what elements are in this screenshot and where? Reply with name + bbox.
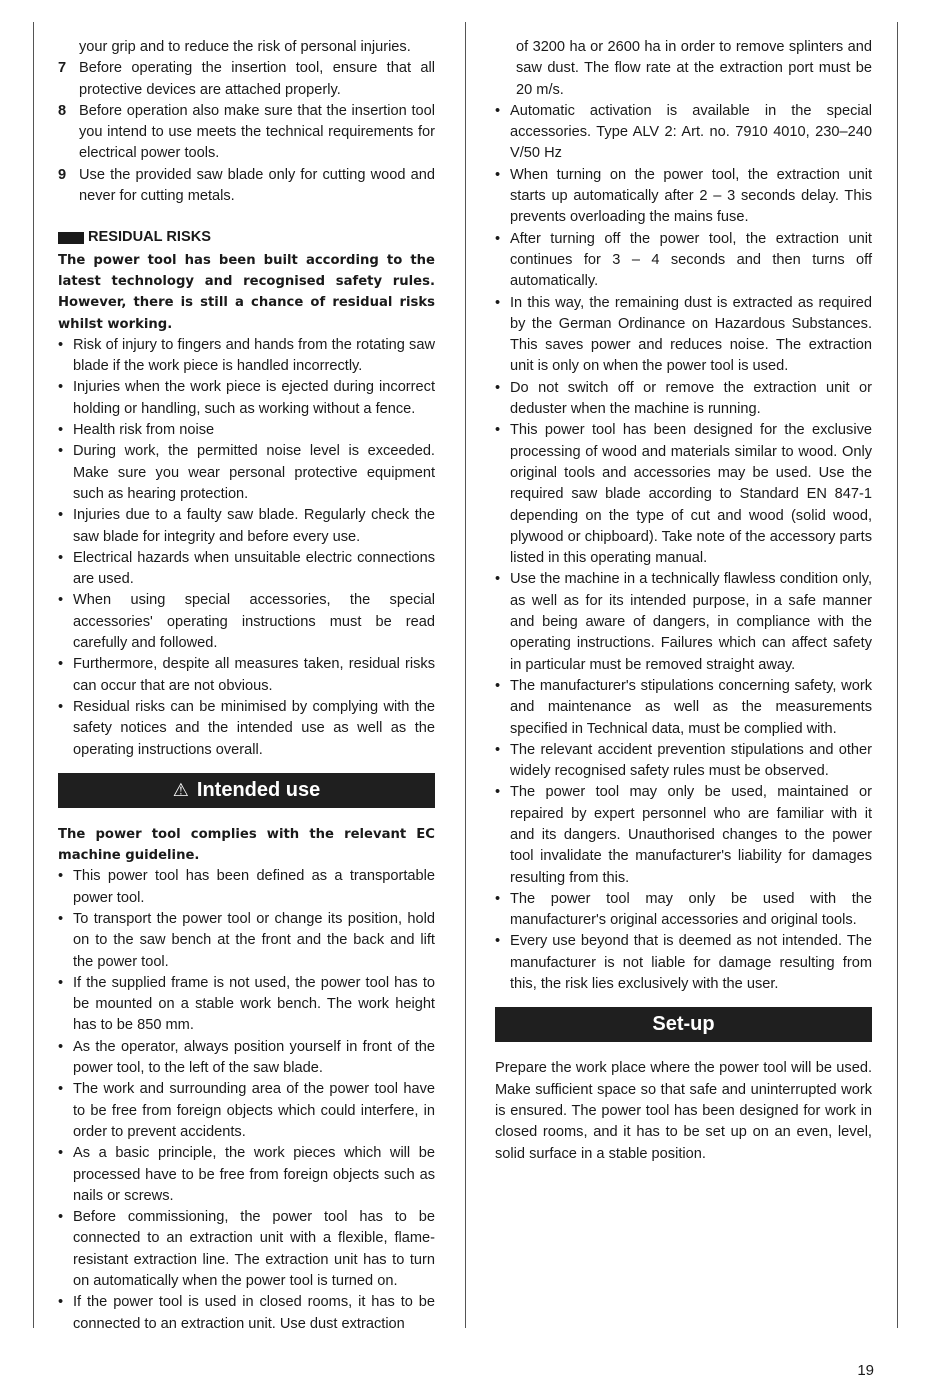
residual-risks-list [58,335,435,761]
list-item: • To transport the power tool or change its position, hold on to the saw bench at the front and the back and lift the power tool. [58,909,435,973]
list-item: • Automatic activation is available in the special accessories. Type ALV 2: Art. no. 7910 4010, 230–240 V/50 Hz [495,101,872,165]
numbered-item: 7 Before operating the insertion tool, ensure that all protective devices are attached properly. [58,60,435,98]
intended-use-list-continued [495,101,872,995]
list-item: • Do not switch off or remove the extraction unit or deduster when the machine is running. [495,378,872,421]
list-item: • When turning on the power tool, the extraction unit starts up automatically after 2 – 3 seconds delay. This prevents overloading the mains fuse. [495,165,872,229]
list-item: • As a basic principle, the work pieces which will be processed have to be free from foreign objects such as nails or screws. [58,1143,435,1207]
center-column-rule [465,22,466,1328]
numbered-item: 8 Before operation also make sure that the insertion tool you intend to use meets the technical requirements for electrical power tools. [58,102,435,162]
list-item: • If the supplied frame is not used, the power tool has to be mounted on a stable work bench. The work height has to be 850 mm. [58,973,435,1037]
list-item: • When using special accessories, the special accessories' operating instructions must be read carefully and followed. [58,590,435,654]
list-item: • Every use beyond that is deemed as not intended. The manufacturer is not liable for damage resulting from this, the risk lies exclusively with the user. [495,931,872,995]
list-item: • This power tool has been defined as a transportable power tool. [58,866,435,909]
intended-use-heading: Intended use [196,778,321,801]
list-item: • Before commissioning, the power tool has to be connected to an extraction unit with a flexible, flame-resistant extraction line. The extraction unit has to turn on automatically when the power tool is turned on. [58,1207,435,1292]
left-margin-rule [33,22,34,1328]
list-item: • Use the machine in a technically flawless condition only, as well as for its intended purpose, in a safe manner and being aware of dangers, in compliance with the operating instructions. Failures which can affect safety in particular must be removed straight away. [495,569,872,675]
list-item: • Furthermore, despite all measures taken, residual risks can occur that are not obvious. [58,654,435,697]
right-margin-rule [897,22,898,1328]
list-item: • The manufacturer's stipulations concerning safety, work and maintenance as well as the measurements specified in Technical data, must be complied with. [495,676,872,740]
numbered-item: 9 Use the provided saw blade only for cutting wood and never for cutting metals. [58,166,435,205]
list-item: • As the operator, always position yourself in front of the power tool, to the left of the saw blade. [58,1037,435,1080]
list-item: • Health risk from noise [58,420,435,441]
continuation-text: your grip and to reduce the risk of personal injuries. [79,39,411,55]
list-item: • Electrical hazards when unsuitable electric connections are used. [58,548,435,591]
setup-section-bar [495,1007,872,1042]
list-item: • Risk of injury to fingers and hands from the rotating saw blade if the work piece is handled incorrectly. [58,335,435,378]
heading-marker [58,232,84,244]
setup-heading: Set-up [652,1013,715,1036]
list-item: • Injuries due to a faulty saw blade. Regularly check the saw blade for integrity and before every use. [58,505,435,548]
intended-use-section-bar [58,773,435,808]
list-item: • The work and surrounding area of the power tool have to be free from foreign objects which could interfere, in order to prevent accidents. [58,1079,435,1143]
list-item: • In this way, the remaining dust is extracted as required by the German Ordinance on Hazardous Substances. This saves power and reduces noise. The extraction unit is only on when the power tool is used. [495,293,872,378]
list-item: • The power tool may only be used, maintained or repaired by expert personnel who are familiar with it and its dangers. Unauthorised changes to the power tool invalidate the manufacturer's liability for damages resulting from this. [495,782,872,888]
warning-triangle-icon: ⚠ [172,779,189,800]
list-item: • The power tool may only be used with the manufacturer's original accessories and original tools. [495,889,872,932]
right-column [495,37,872,1165]
intended-use-list [58,866,435,1335]
numbered-list [58,58,435,207]
list-item: • After turning off the power tool, the extraction unit continues for 3 – 4 seconds and then turns off automatically. [495,229,872,293]
list-item: • The relevant accident prevention stipulations and other widely recognised safety rules must be observed. [495,740,872,783]
list-item: • During work, the permitted noise level is exceeded. Make sure you wear personal protective equipment such as hearing protection. [58,441,435,505]
residual-risks-heading: RESIDUAL RISKS [58,227,435,248]
continuation-text: of 3200 ha or 2600 ha in order to remove splinters and saw dust. The flow rate at the extraction port must be 20 m/s. [516,39,872,98]
residual-risks-intro: The power tool has been built according to the latest technology and recognised safety rules. However, there is still a chance of residual risks whilst working. [58,252,435,332]
setup-text: Prepare the work place where the power tool will be used. Make sufficient space so that safe and uninterrupted work is ensured. The power tool has been designed for work in closed rooms, and it has to be set up on an even, level, solid surface in a stable position. [495,1060,872,1162]
list-item: • This power tool has been designed for the exclusive processing of wood and materials similar to wood. Only original tools and accessories may be used. Use the required saw blade according to Standard EN 847-1 depending on the type of cut and wood (solid wood, plywood or chipboard). Take note of the accessory parts listed in this operating manual. [495,420,872,569]
list-item: • Injuries when the work piece is ejected during incorrect holding or handling, such as working without a fence. [58,377,435,420]
page-number: 19 [857,1362,874,1379]
intended-use-intro: The power tool complies with the relevant EC machine guideline. [58,826,435,864]
list-item: • If the power tool is used in closed rooms, it has to be connected to an extraction unit. Use dust extraction [58,1292,435,1335]
list-item: • Residual risks can be minimised by complying with the safety notices and the intended use as well as the operating instructions overall. [58,697,435,761]
left-column [58,37,435,1335]
